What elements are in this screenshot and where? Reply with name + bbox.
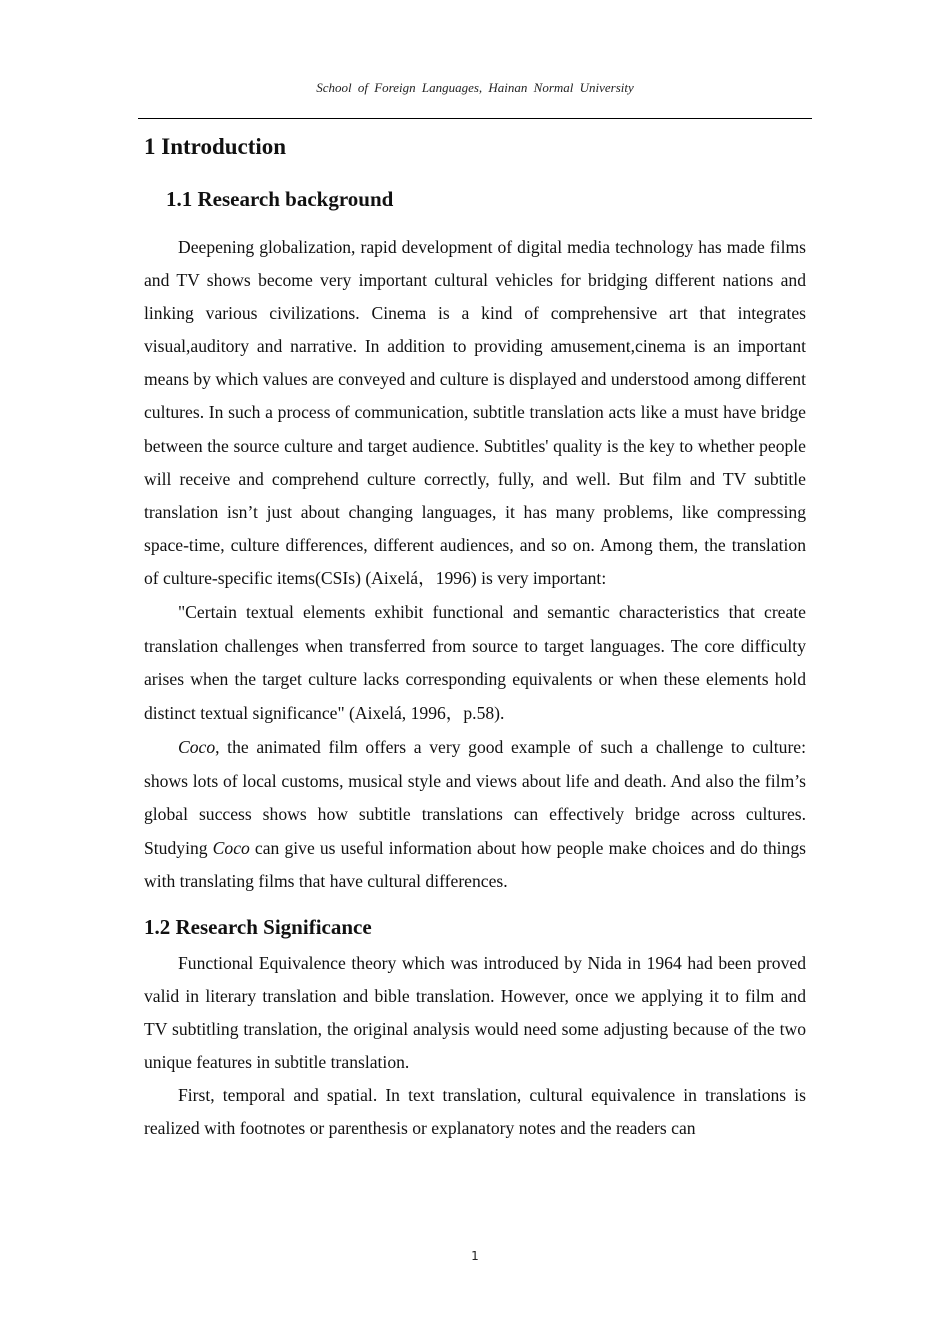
page-number: 1	[471, 1249, 479, 1263]
running-header: School of Foreign Languages, Hainan Normal University	[316, 80, 634, 95]
paragraph-coco	[144, 731, 806, 899]
paragraph-coco-text-a: , the animated film offers a very good example of such a challenge to culture: shows lots of local customs, musical style and views about life and death. And also the film’s global success shows how subtitle translations can effectively bridge across cultures. Studying	[144, 737, 806, 858]
subsection-heading-research-significance: 1.2 Research Significance	[144, 914, 372, 939]
paragraph-background-1: Deepening globalization, rapid development of digital media technology has made films and TV shows become very important cultural vehicles for bridging different nations and linking various civilizations. Cinema is a kind of comprehensive art that integrates visual,auditory and narrative. In addition to providing amusement,cinema is an important means by which values are conveyed and culture is displayed and understood among different cultures. In such a process of communication, subtitle translation acts like a must have bridge between the source culture and target audience. Subtitles' quality is the key to whether people will receive and comprehend culture correctly, fully, and well. But film and TV subtitle translation isn’t just about changing languages, it has many problems, like compressing space-time, culture differences, different audiences, and so on. Among them, the translation of culture-specific items(CSIs) (Aixelá，1996) is very important:	[144, 237, 806, 588]
film-title-coco: Coco	[178, 737, 216, 758]
header-rule	[138, 118, 812, 119]
section-heading-introduction: 1 Introduction	[144, 134, 287, 159]
subsection-heading-research-background: 1.1 Research background	[166, 187, 394, 211]
paragraph-quote-aixela: "Certain textual elements exhibit functional and semantic characteristics that create translation challenges when transferred from source to target languages. The core difficulty arises when the target culture lacks corresponding equivalents or when these elements hold distinct textual significance" (Aixelá, 1996，p.58).	[144, 602, 806, 723]
paragraph-coco-text-b: can give us useful information about how people make choices and do things with translating films that have cultural differences.	[144, 837, 806, 892]
paragraph-significance-1: Functional Equivalence theory which was introduced by Nida in 1964 had been proved valid in literary translation and bible translation. However, once we applying it to film and TV subtitling translation, the original analysis would need some adjusting because of the two unique features in subtitle translation.	[144, 952, 806, 1072]
film-title-coco-2: Coco	[212, 837, 250, 858]
paragraph-significance-2: First, temporal and spatial. In text translation, cultural equivalence in translations is realized with footnotes or parenthesis or explanatory notes and the readers can	[144, 1084, 806, 1138]
page-body	[144, 130, 806, 1145]
